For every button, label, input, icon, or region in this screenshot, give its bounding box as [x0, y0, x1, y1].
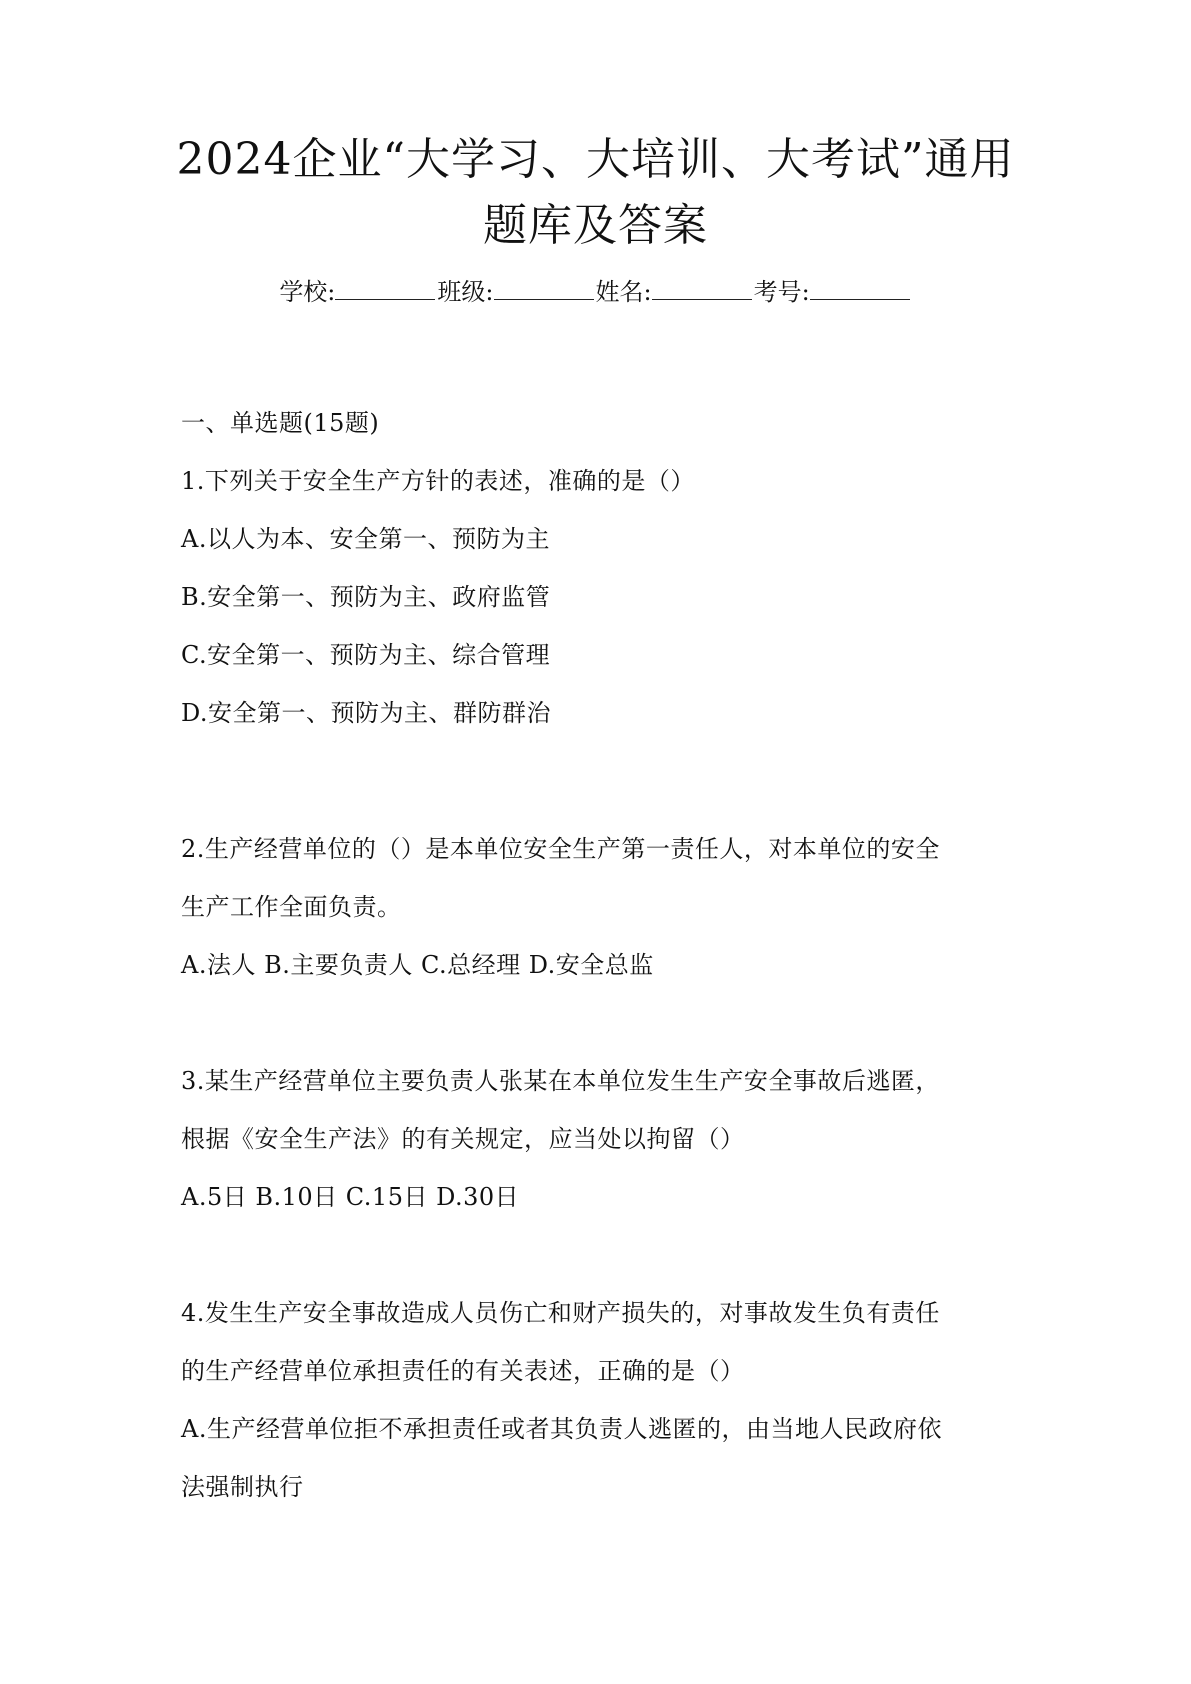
question-3-stem-line1: 3.某生产经营单位主要负责人张某在本单位发生生产安全事故后逃匿，: [181, 1067, 940, 1095]
question-4-stem-line1: 4.发生生产安全事故造成人员伤亡和财产损失的，对事故发生负有责任: [181, 1299, 940, 1327]
section-heading: 一、单选题(15题): [181, 409, 380, 437]
student-info-fields: [150, 272, 1041, 312]
field-class-blank: [494, 273, 594, 300]
field-class-label: 班级:: [437, 278, 494, 306]
question-1-option-a: A.以人为本、安全第一、预防为主: [181, 525, 550, 553]
field-school-label: 学校:: [279, 278, 336, 306]
question-2-options: A.法人 B.主要负责人 C.总经理 D.安全总监: [181, 951, 654, 979]
field-exam-number-label: 考号:: [753, 278, 810, 306]
question-4-option-a-line2: 法强制执行: [181, 1473, 304, 1501]
question-1-option-c: C.安全第一、预防为主、综合管理: [181, 641, 551, 669]
question-1-option-b: B.安全第一、预防为主、政府监管: [181, 583, 551, 611]
question-4-option-a-line1: A.生产经营单位拒不承担责任或者其负责人逃匿的，由当地人民政府依: [181, 1415, 942, 1443]
question-3-options: A.5日 B.10日 C.15日 D.30日: [181, 1183, 520, 1211]
question-2-stem-line1: 2.生产经营单位的（）是本单位安全生产第一责任人，对本单位的安全: [181, 835, 940, 863]
question-1-option-d: D.安全第一、预防为主、群防群治: [181, 699, 552, 727]
field-school-blank: [335, 273, 435, 300]
document-title-line1: 2024企业“大学习、大培训、大考试”通用: [176, 134, 1015, 185]
field-exam-number-blank: [810, 273, 910, 300]
question-2-stem-line2: 生产工作全面负责。: [181, 893, 402, 921]
question-1-stem: 1.下列关于安全生产方针的表述，准确的是（）: [181, 467, 695, 495]
document-title-line2: 题库及答案: [483, 200, 708, 251]
field-name-blank: [652, 273, 752, 300]
question-3-stem-line2: 根据《安全生产法》的有关规定，应当处以拘留（）: [181, 1125, 745, 1153]
field-name-label: 姓名:: [595, 278, 652, 306]
question-4-stem-line2: 的生产经营单位承担责任的有关表述，正确的是（）: [181, 1357, 745, 1385]
